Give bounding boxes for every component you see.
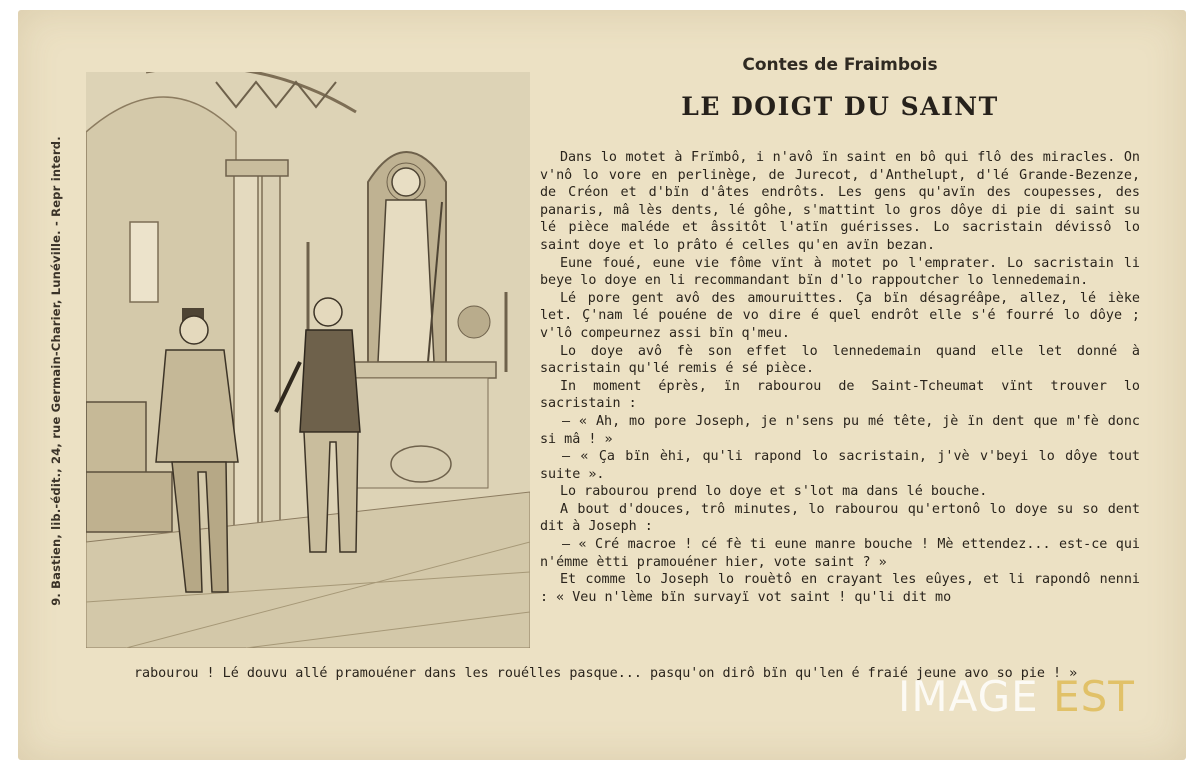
- paragraph: Dans lo motet à Frïmbô, i n'avô ïn saint en bô qui flô des miracles. On v'nô lo vore en perlinège, de Jurecot, d'Anthelupt, d'lé Grande-Bezenze, de Créon et d'bïn d'âtes endrôts. Les gens qu'avïn des coupesses, des panaris, mâ lès dents, lé gôhe, s'mattint lo gros dôye di pie di saint su lé pièce maléde et âssitôt l'atïn guérisses. Lo sacristain dévissô lo saint doye et lo prâto é celles qu'en avïn bezan.: [540, 150, 1140, 253]
- paragraph: Lo rabourou prend lo doye et s'lot ma dans lé bouche.: [560, 484, 988, 500]
- dialogue-line: — « Ah, mo pore Joseph, je n'sens pu mé tête, jè ïn dent que m'fè donc si mâ ! »: [540, 413, 1140, 447]
- watermark-logo: [898, 672, 1135, 721]
- paragraph: Lé pore gent avô des amouruittes. Ça bïn désagréâpe, allez, lé ièke let. Ç'nam lé pouéne de vo dire é quel endrôt elle s'é fourré lo dôye ; v'lô compeurnez assi bïn q'meu.: [540, 290, 1140, 341]
- series-title: Contes de Fraimbois: [742, 55, 938, 75]
- paragraph: A bout d'douces, trô minutes, lo rabourou qu'ertonô lo doye su so dent dit à Joseph :: [540, 501, 1140, 535]
- paragraph: In moment éprès, ïn rabourou de Saint-Tcheumat vïnt trouver lo sacristain :: [540, 378, 1140, 412]
- dialogue-line: — « Ça bïn èhi, qu'li rapond lo sacristain, j'vè v'beyi lo dôye tout suite ».: [540, 449, 1140, 482]
- publisher-line: 9. Bastien, lib.-édit., 24, rue Germain-Charier, Lunéville. - Repr interd.: [49, 136, 63, 606]
- chapel-illustration: [86, 72, 530, 648]
- story-text: [540, 149, 1140, 606]
- dialogue-line: — « Cré macroe ! cé fè ti eune manre bouche ! Mè ettendez... est-ce qui n'émme ètti pramouéner hier, vote saint ? »: [540, 537, 1140, 570]
- paragraph: Eune foué, eune vie fôme vïnt à motet po l'emprater. Lo sacristain li beye lo doye en li recommandant bïn d'lo rappoutcher lo lennedemain.: [540, 255, 1140, 289]
- publisher-imprint: [46, 86, 66, 656]
- story-title: LE DOIGT DU SAINT: [681, 92, 999, 121]
- watermark-part-est: EST: [1053, 672, 1135, 721]
- watermark-part-image: IMAGE: [898, 672, 1039, 721]
- paragraph: Lo doye avô fè son effet lo lennedemain quand elle let donné à sacristain qu'lé remis é sé pièce.: [540, 343, 1140, 377]
- paragraph: Et comme lo Joseph lo rouètô en crayant les eûyes, et li rapondô nenni : « Veu n'lème bïn survayï vot saint ! qu'li dit mo: [540, 572, 1140, 605]
- paragraph-continuation: rabourou ! Lé douvu allé pramouéner dans les rouélles pasque... pasqu'on dirô bïn qu'len é fraié jeune avo so pie ! »: [134, 666, 1078, 681]
